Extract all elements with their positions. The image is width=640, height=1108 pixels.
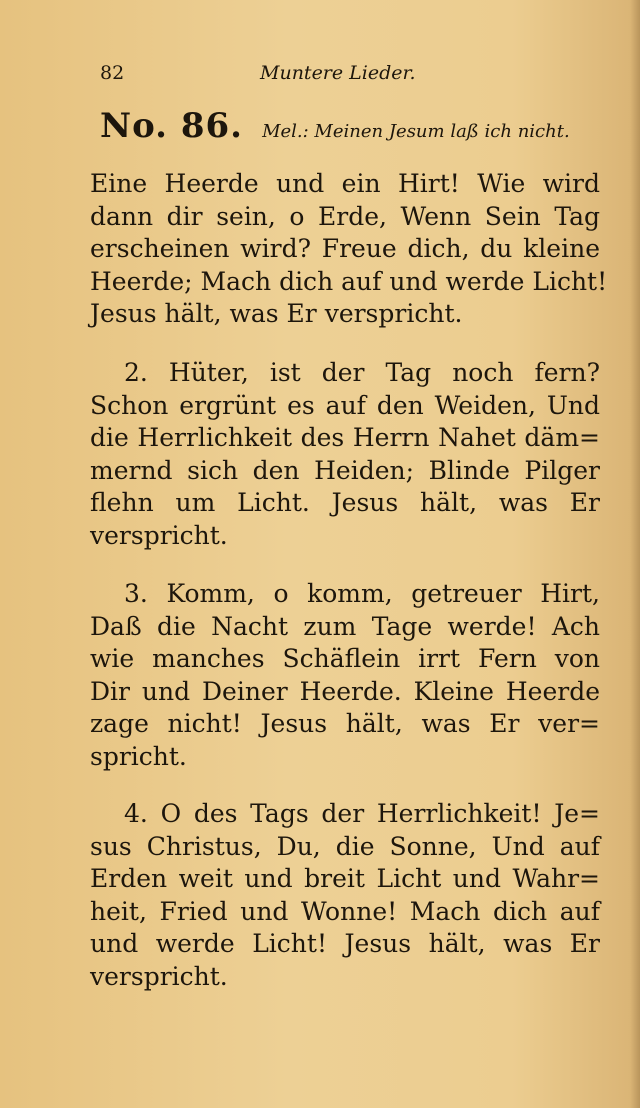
melody-note: Mel.: Meinen Jesum laß ich nicht. [262,121,570,142]
verse-line: Daß die Nacht zum Tage werde! Ach [90,611,600,641]
stanza-3 [90,578,600,774]
verse-line: spricht. [90,741,187,771]
verse-line: Eine Heerde und ein Hirt! Wie wird [90,169,600,198]
verse-line: 3. Komm, o komm, getreuer Hirt, [124,579,600,608]
verse-line: zage nicht! Jesus hält, was Er ver= [90,709,600,739]
stanza-1 [90,168,608,331]
verse-line: Heerde; Mach dich auf und werde Licht! [90,266,608,296]
verse-line: dann dir sein, o Erde, Wenn Sein Tag [90,201,600,231]
verse-line: mernd sich den Heiden; Blinde Pilger [90,455,600,485]
running-title: Muntere Lieder. [260,62,416,84]
stanza-4 [90,798,600,994]
hymn-number: No. 86. [100,106,243,146]
hymn-heading [100,106,590,150]
page-number: 82 [100,62,125,84]
page-header [100,62,580,90]
verse-line: erscheinen wird? Freue dich, du kleine [90,234,600,264]
verse-line: heit, Fried und Wonne! Mach dich auf [90,896,600,926]
verse-line: Jesus hält, was Er verspricht. [90,299,463,329]
verse-line: Dir und Deiner Heerde. Kleine Heerde [90,676,600,706]
verse-line: sus Christus, Du, die Sonne, Und auf [90,831,600,861]
verse-line: verspricht. [90,520,228,550]
verse-line: Erden weit und breit Licht und Wahr= [90,864,600,894]
verse-line: 2. Hüter, ist der Tag noch fern? [124,358,600,387]
verse-line: Schon ergrünt es auf den Weiden, Und [90,390,600,420]
verse-line: wie manches Schäflein irrt Fern von [90,644,600,674]
stanza-2 [90,357,600,553]
verse-line: flehn um Licht. Jesus hält, was Er [90,488,600,518]
verse-line: die Herrlichkeit des Herrn Nahet däm= [90,423,600,453]
verse-line: und werde Licht! Jesus hält, was Er [90,929,600,959]
verse-line: 4. O des Tags der Herrlichkeit! Je= [124,799,600,828]
verse-line: verspricht. [90,961,228,991]
page-edge-shadow [630,0,640,1108]
